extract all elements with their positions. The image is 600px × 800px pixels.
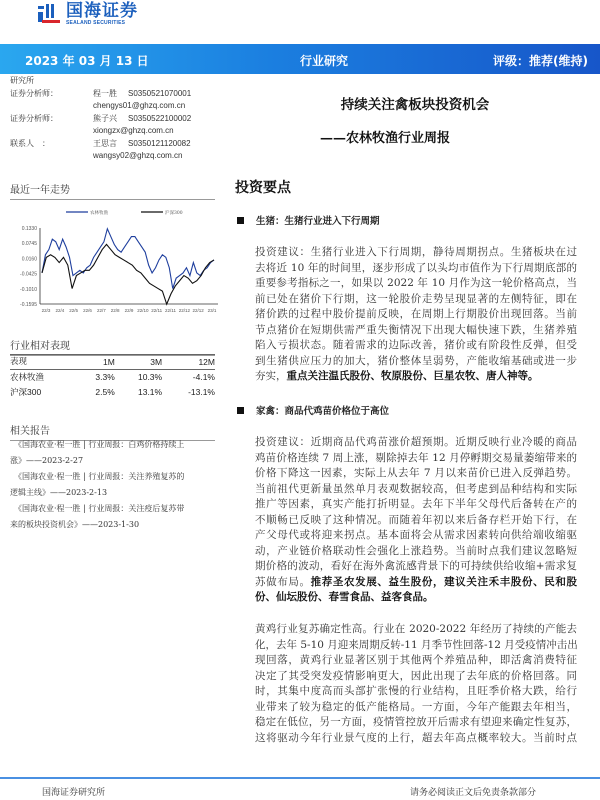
table-cell: 3.3%	[95, 372, 115, 383]
paragraph-line: 节点猪价在短期供需严重失衡情况下出现大幅快速下跌，生猪养殖	[255, 323, 577, 336]
paragraph-line: 鸡苗价格连续 7 周上涨，剔除掉去年 12 月停孵期交易量萎缩带来的	[255, 451, 577, 464]
x-tick-label: 22/12	[192, 308, 204, 313]
reports-heading: 相关报告	[10, 422, 215, 441]
x-tick-label: 22/11	[165, 308, 176, 313]
series-line-0	[42, 229, 214, 289]
logo	[38, 3, 138, 26]
report-date: 2023 年 03 月 13 日	[25, 54, 149, 68]
table-cell: 农林牧渔	[10, 372, 45, 383]
x-tick-label: 22/9	[124, 308, 134, 313]
paragraph	[255, 435, 577, 606]
x-tick-label: 22/12	[178, 308, 190, 313]
text: 夯实，	[255, 370, 287, 382]
bullet-heading	[237, 405, 389, 418]
paragraph-line: 前已处在猪价下行期，这一轮股价走势呈现显著的左侧特征，即在	[255, 292, 577, 305]
related-report-link[interactable]	[10, 437, 215, 469]
analyst-id: S0350522100002	[128, 113, 192, 123]
table-header	[10, 355, 215, 370]
paragraph-line: 投资建议：近期商品代鸡苗涨价超预期。近期反映行业冷暖的商品	[255, 436, 577, 448]
table-cell: 10.3%	[137, 372, 163, 383]
x-tick-label: 22/5	[69, 308, 79, 313]
y-tick-label: 0.1330	[21, 226, 37, 232]
analyst-role: 联系人 ：	[10, 138, 50, 148]
analyst-name: 熊子兴	[93, 113, 117, 123]
trend-chart	[6, 206, 224, 331]
table-row	[10, 370, 215, 385]
column-header: 1M	[77, 355, 115, 370]
performance-heading: 行业相对表现	[10, 337, 215, 356]
bold-recommendation: 推荐圣农发展、益生股份，建议关注禾丰股份、民和股	[310, 575, 577, 588]
analyst	[10, 138, 191, 163]
report-line: 涨》——2023-2-27	[10, 456, 84, 465]
paragraph-line: 稳定在低位，另一方面，疫情管控放开后需求有望迎来确定性复苏，	[255, 716, 577, 728]
y-tick-label: -0.1010	[20, 286, 37, 293]
y-tick-label: 0.0745	[21, 241, 37, 248]
logo-mark-icon	[38, 4, 60, 26]
paragraph-line: 这将驱动今年行业景气度的上行，超去年高点概率较大。当前时点	[255, 731, 577, 744]
report-line: 逻辑主线》——2023-2-13	[10, 488, 108, 497]
column-header: 12M	[162, 355, 215, 370]
analyst-email[interactable]: chengys01@ghzq.com.cn	[93, 100, 186, 110]
bullet-square-icon	[237, 407, 244, 414]
paragraph-line: 重要参考指标之一，如果以 2022 年 10 月作为这一轮价格高点，当	[255, 277, 577, 289]
legend-label: 沪深300	[165, 211, 183, 216]
paragraph	[255, 622, 577, 746]
analyst-role: 证券分析师：	[10, 88, 58, 98]
bold-recommendation: 重点关注温氏股份、牧原股份、巨星农牧、唐人神等。	[286, 370, 539, 382]
analyst-role: 证券分析师：	[10, 113, 58, 123]
header-banner	[0, 44, 600, 74]
x-tick-label: 22/8	[110, 308, 120, 313]
report-subtitle: ——农林牧渔行业周报	[320, 131, 451, 146]
footer-divider	[0, 777, 600, 779]
report-line: 《国海农业·程一胜 | 行业周报：关注疫后复苏带	[14, 504, 185, 513]
footer-left: 国海证券研究所	[42, 788, 106, 798]
logo-name-en: SEALAND SECURITIES	[66, 20, 126, 26]
paragraph-line: 时，其集中度高而头部扩张慢的行业结构，且旺季价格大跌，给行	[255, 685, 577, 697]
column-header: 3M	[115, 355, 162, 370]
analyst-id: S0350521070001	[128, 88, 192, 98]
paragraph-line: 陷入亏损状态。随着需求的边际改善，猪价或有阶段性反弹，但受	[255, 339, 577, 351]
paragraph-line: 去将近 10 年的时间里，逐步形成了以头均市值作为下行周期底部的	[255, 261, 577, 274]
related-report-link[interactable]	[10, 501, 215, 533]
table-cell: 13.1%	[137, 387, 163, 397]
report-line: 来的板块投资机会》——2023-1-30	[10, 520, 140, 529]
x-tick-label: 22/3	[41, 308, 51, 313]
analyst-email[interactable]: xiongzx@ghzq.com.cn	[93, 125, 174, 135]
column-header: 表现	[10, 355, 77, 370]
y-tick-label: 0.0160	[21, 256, 37, 263]
paragraph-line: 投资建议：生猪行业进入下行周期，静待周期拐点。生猪板块在过	[255, 246, 577, 258]
rating: 评级：推荐(维持)	[493, 54, 588, 68]
report-line: 《国海农业·程一胜 | 行业周报：关注养殖复苏的	[14, 472, 185, 481]
x-tick-label: 22/10	[137, 308, 149, 313]
bold-recommendation: 份、仙坛股份、春雪食品、益客食品。	[255, 591, 434, 603]
table-cell: 沪深300	[10, 387, 42, 397]
report-category: 行业研究	[300, 54, 349, 68]
paragraph-line: 产父母代或将迎来拐点。基本面将会从需求因素转向供给端收缩驱	[255, 529, 577, 541]
paragraph-line: 决定了其受突发疫情影响更大，因此出现了去年底的价格回落。同	[255, 669, 577, 682]
paragraph-line: 当前祖代更新量虽然单月表观数据较高，但考虑到品种结构和实际	[255, 482, 577, 495]
analyst	[10, 113, 192, 138]
analyst-name: 王思言	[93, 138, 117, 148]
x-tick-label: 22/7	[96, 308, 106, 313]
table-cell: -4.1%	[192, 372, 215, 383]
x-tick-label: 22/6	[83, 308, 92, 313]
paragraph-line	[255, 369, 577, 385]
paragraph-line: 业带来了较为稳定的低产能格局。一方面，今年产能跟去年相当，	[255, 700, 577, 713]
paragraph-line: 化，去年 5-10 月迎来周期反转-11 月季节性回落-12 月受疫情冲击出	[255, 638, 578, 651]
text: 苏做布局。	[255, 575, 311, 588]
trend-heading: 最近一年走势	[10, 181, 215, 200]
paragraph-line: 动，产业链价格联动性会强化上涨趋势。当前时点我们建议忽略短	[255, 544, 577, 557]
analyst-id: S0350121120082	[128, 138, 191, 148]
paragraph-line: 不顺畅已反映了这种情况。而随着年初以来后备存栏开始下行，在	[255, 513, 577, 526]
paragraph-line: 猪价跌的过程中股价提前反映，在周期上行期股价出现回落。当前	[255, 308, 577, 320]
paragraph-line: 现回落，黄鸡行业显著区别于其他两个养殖品种，即活禽消费特征	[255, 654, 577, 666]
related-reports	[10, 437, 215, 533]
analyst	[10, 88, 192, 113]
table-row	[10, 385, 215, 400]
section-heading: 投资要点	[235, 180, 291, 196]
table-cell: -13.1%	[188, 387, 215, 397]
paragraph-line: 期价格的波动，看好在海外禽流感背景下的可持续供给收缩+需求复	[255, 560, 577, 572]
x-tick-label: 23/1	[207, 308, 217, 313]
performance-table	[10, 354, 215, 400]
logo-name-cn: 国海证券	[66, 1, 138, 21]
report-title: 持续关注禽板块投资机会	[340, 97, 490, 113]
footer-right: 请务必阅读正文后免责条款部分	[410, 788, 537, 798]
related-report-link[interactable]	[10, 469, 215, 501]
institute: 研究所	[10, 76, 34, 85]
paragraph-line: 价格下降这一因素，实际上从去年 7 月以来苗价已进入反弹趋势。	[255, 467, 577, 479]
analyst-email[interactable]: wangsy02@ghzq.com.cn	[93, 150, 183, 160]
x-tick-label: 22/4	[55, 308, 65, 313]
analyst-name: 程一胜	[93, 88, 117, 98]
table-cell: 2.5%	[95, 387, 115, 397]
bullet-title: 生猪：生猪行业进入下行周期	[256, 216, 380, 227]
paragraph-line: 到生猪供应压力的加大，猪价整体呈弱势，产能收缩基础或进一步	[255, 354, 577, 367]
bullet-square-icon	[237, 217, 244, 224]
analyst-info	[10, 75, 192, 163]
paragraph-line: 推广等因素，真实产能打折明显。去年下半年父母代后备转在产的	[255, 498, 577, 510]
x-tick-label: 22/11	[151, 308, 163, 313]
y-tick-label: -0.0425	[20, 271, 37, 278]
report-line: 《国海农业·程一胜 | 行业周报：白鸡价格持续上	[14, 440, 185, 449]
bullet-heading	[237, 215, 380, 228]
y-tick-label: -0.1595	[20, 302, 37, 308]
paragraph	[255, 245, 577, 385]
bullet-title: 家禽：商品代鸡苗价格位于高位	[256, 406, 390, 417]
legend-label: 农林牧渔	[90, 211, 108, 216]
paragraph-line: 黄鸡行业复苏确定性高。行业在 2020-2022 年经历了持续的产能去	[255, 623, 577, 635]
paragraph-line	[255, 575, 577, 591]
